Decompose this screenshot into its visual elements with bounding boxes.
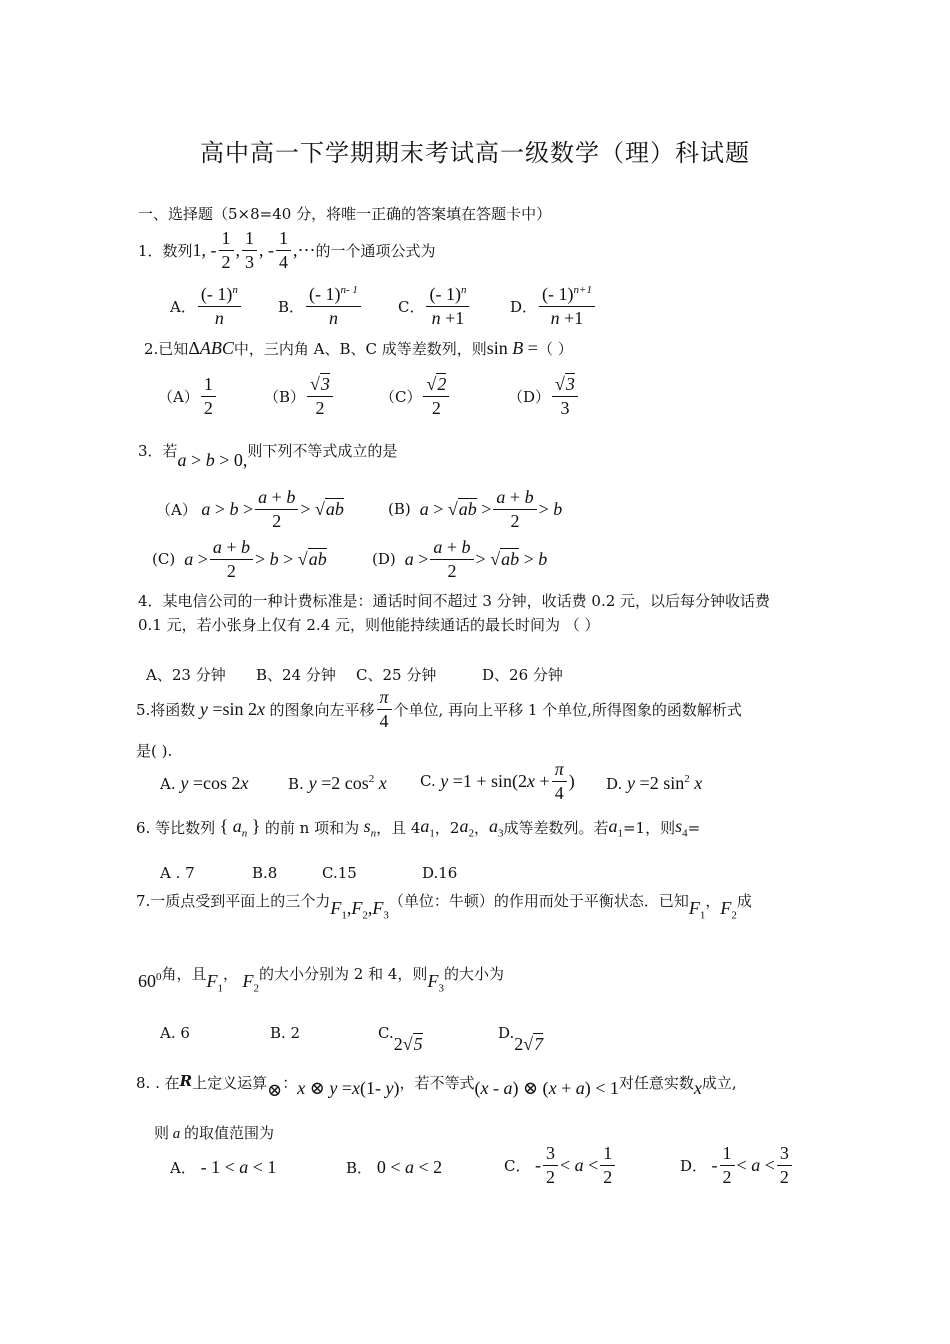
q8-option-a: A． - 1 < a < 1 [170, 1157, 277, 1177]
question-7: 7.一质点受到平面上的三个力 $F_1,F_2,F_3$ （单位：牛顿）的作用而处于平衡状态．已知 $F_1$ ， $F_2$ 成 [136, 892, 752, 922]
q5-option-b: B. y =2 $\cos^2 x$ [288, 773, 387, 793]
q7-option-c: C. 2√5 [378, 1024, 423, 1054]
q7-option-b: B. 2 [270, 1024, 301, 1042]
question-2: 2.已知 ΔABC 中，三内角 A、B、C 成等差数列，则 sin B = （ ） [144, 338, 573, 358]
q2-option-b: （B） $\frac{√3}{2}$ [264, 375, 335, 418]
question-8: 8. . 在 R 上定义运算 ⊗ ： x ⊗ y =x(1- y) ，若不等式 (x - a) ⊗ (x + a) < 1 对任意实数 x 成立, [136, 1072, 737, 1100]
q6-option-c: C.15 [322, 864, 357, 882]
question-6: 6. 等比数列 { $a_n$ } 的前 n 项和为 $s_n$ ，且 4 $a_1$ ，2 $a_2$ ， $a_3$ 成等差数列。若 $a_1$ =1，则 $s_4$ = [136, 816, 701, 840]
q3-option-d: (D) a > $\frac{a + b}{2}$ > √ab > b [372, 537, 548, 581]
q6-option-a: A . 7 [160, 864, 195, 882]
q1-tail: 的一个通项公式为 [315, 241, 436, 260]
question-5: 5.将函数 y =sin 2x 的图象向左平移 $\frac{\pi}{4}$ 个单位, 再向上平移 1 个单位,所得图象的函数解析式 [136, 687, 742, 731]
page-title: 高中高一下学期期末考试高一级数学（理）科试题 [200, 139, 750, 167]
q3-option-b: (B) a > √ab > $\frac{a + b}{2}$ > b [388, 487, 563, 531]
q8-option-c: C． - $\frac{3}{2}$ < a < $\frac{1}{2}$ [504, 1144, 617, 1187]
question-1: 1．数列 1, - $\frac{1}{2}$ , $\frac{1}{3}$ , - $\frac{1}{4}$ ,⋯ 的一个通项公式为 [138, 228, 436, 272]
q2-option-d: （D） $\frac{√3}{3}$ [508, 375, 580, 418]
q1-option-c: C． $\frac{(- 1)^n}{n +1}$ [398, 285, 471, 328]
q4-line-1: 4．某电信公司的一种计费标准是：通话时间不超过 3 分钟，收话费 0.2 元，以后每分钟收话费 [138, 592, 771, 610]
q1-number: 1．数列 [138, 241, 193, 260]
q1-option-a: A． $\frac{(- 1)^n}{n}$ [170, 285, 243, 328]
q1-option-d: D． $\frac{(- 1)^{n+1}}{n +1}$ [510, 285, 597, 328]
section-heading: 一、选择题（5×8=40 分，将唯一正确的答案填在答题卡中） [138, 205, 552, 223]
question-3: 3．若 a > b > 0, 则下列不等式成立的是 [138, 442, 398, 470]
q5-option-c: C. y =1 + sin(2x + $\frac{\pi}{4}$ ) [420, 759, 575, 803]
q3-option-a: （A） a > b > $\frac{a + b}{2}$ > √ab [156, 487, 344, 531]
q3-option-c: (C) a > $\frac{a + b}{2}$ > b > √ab [152, 537, 327, 581]
q4-option-d: D、26 分钟 [482, 666, 563, 684]
q2-option-a: （A） $\frac{1}{2}$ [158, 375, 218, 418]
q4-option-a: A、23 分钟 [146, 666, 226, 684]
q1-option-b: B． $\frac{(- 1)^{n- 1}}{n}$ [278, 285, 363, 328]
q5-option-d: D. y =2 $\sin^2 x$ [606, 773, 703, 793]
q8-option-d: D． - $\frac{1}{2}$ < a < $\frac{3}{2}$ [680, 1144, 794, 1187]
q8-option-b: B． 0 < a < 2 [346, 1157, 443, 1177]
q7-line-2: $60^0$ 角，且 $F_1$ ， $F_2$ 的大小分别为 2 和 4，则 $F_3$ 的大小为 [138, 965, 504, 995]
q4-option-b: B、24 分钟 [256, 666, 336, 684]
q4-option-c: C、25 分钟 [356, 666, 437, 684]
q4-line-2: 0.1 元，若小张身上仅有 2.4 元，则他能持续通话的最长时间为 （ ） [138, 616, 600, 634]
q8-line-2: 则 a 的取值范围为 [154, 1124, 275, 1142]
q6-option-b: B.8 [252, 864, 278, 882]
q7-option-a: A. 6 [160, 1024, 190, 1042]
q5-option-a: A. y =cos 2x [160, 773, 249, 793]
q2-option-c: （C） $\frac{√2}{2}$ [380, 375, 451, 418]
q7-option-d: D. 2√7 [498, 1024, 544, 1054]
q5-line-2: 是( ). [136, 742, 173, 760]
q6-option-d: D.16 [422, 864, 458, 882]
